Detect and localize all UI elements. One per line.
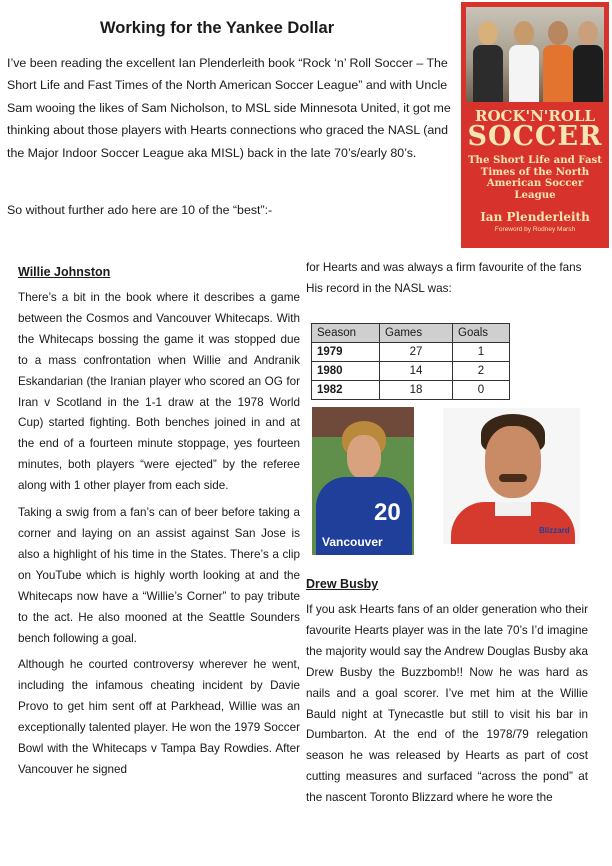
games-cell: 27 — [380, 343, 453, 362]
shirt-number: 20 — [374, 499, 401, 526]
column-header-games: Games — [380, 324, 453, 343]
article-title: Working for the Yankee Dollar — [100, 19, 335, 37]
season-cell: 1982 — [312, 381, 380, 400]
cover-subtitle: The Short Life and Fast Times of the North American Soccer League — [467, 154, 603, 201]
willie-paragraph-2: Taking a swig from a fan’s can of beer before taking a corner and laying on an assist against San Jose is also a highlight of his time in the States. There’s a clip on YouTube which is highly worth looking at and the Whitecaps now have a “Willie’s Corner” to pay tribute to the act. He also mooned at the Seattle Sounders bench following a goal. — [18, 506, 300, 645]
willie-johnston-photo — [312, 407, 414, 555]
goals-cell: 1 — [453, 343, 510, 362]
section-heading-drew-busby: Drew Busby — [306, 577, 379, 591]
willie-paragraph-3: Although he courted controversy wherever he went, including the infamous cheating incident by Davie Provo to get him sent off at Parkhead, Willie was an exceptionally talented player. He won the 1979 Soccer Bowl with the Whitecaps v Tampa Bay Rowdies. After Vancouver he signed — [18, 658, 300, 776]
intro-paragraph: I’ve been reading the excellent Ian Plenderleith book “Rock ‘n’ Roll Soccer – The Short Life and Fast Times of the North American Soccer League” and with Uncle Sam wooing the likes of Sam Nicholson, to MSL side Minnesota United, it got me thinking about those players with Hearts connections who graced the NASL (and the Major Indoor Soccer League aka MISL) back in the late 70’s/early 80’s. — [7, 56, 451, 160]
book-cover-image — [461, 2, 609, 248]
nasl-record-table — [311, 323, 510, 400]
willie-paragraph-1: There’s a bit in the book where it describes a game between the Cosmos and Vancouver Whitecaps. With the Whitecaps bossing the game it was stopped due to a mass confrontation when Willie and Andranik Eskandarian (the Iranian player who scored an OG for Iran v Scotland in the 1-1 draw at the 1978 World Cup) started fighting. Both benches joined in and at the end of a fourteen minute stoppage, yes fourteen minutes, both players “were ejected” by the referee along with 1 other player from each side. — [18, 291, 300, 493]
cover-players-photo — [466, 7, 604, 102]
shirt-sponsor-text: Vancouver — [322, 535, 383, 549]
right-column-bottom — [306, 574, 588, 815]
goals-cell: 0 — [453, 381, 510, 400]
table-row — [312, 381, 510, 400]
table-row — [312, 362, 510, 381]
cover-title-line-2: SOCCER — [467, 121, 603, 152]
cover-author: Ian Plenderleith — [480, 210, 590, 224]
games-cell: 18 — [380, 381, 453, 400]
cover-foreword: Foreword by Rodney Marsh — [494, 226, 576, 233]
column-header-goals: Goals — [453, 324, 510, 343]
cover-title-line-1: ROCK'N'ROLL — [474, 107, 596, 125]
table-row — [312, 343, 510, 362]
season-cell: 1980 — [312, 362, 380, 381]
section-heading-willie-johnston: Willie Johnston — [18, 265, 111, 279]
games-cell: 14 — [380, 362, 453, 381]
willie-record-intro: His record in the NASL was: — [306, 281, 452, 295]
left-column — [18, 262, 300, 787]
intro-lead-in: So without further ado here are 10 of the “best”:- — [7, 203, 273, 217]
right-column-top — [306, 258, 588, 300]
drew-busby-photo — [443, 408, 580, 544]
shirt-sponsor-text: Blizzard — [539, 526, 570, 535]
table-header-row — [312, 324, 510, 343]
drew-paragraph-1: If you ask Hearts fans of an older generation who their favourite Hearts player was in the late 70’s I’d imagine the majority would say the Andrew Douglas Busby aka Drew Busby the Buzzbomb!! Now he was hard as nails and a goal scorer. I’ve met him at the Willie Bauld night at Tynecastle but still to visit his bar in Dumbarton. At the end of the 1978/79 relegation season he was released by Hearts as part of cost cutting measures and surfaced “across the pond” at the nascent Toronto Blizzard where he wore the — [306, 603, 588, 805]
goals-cell: 2 — [453, 362, 510, 381]
season-cell: 1979 — [312, 343, 380, 362]
willie-paragraph-4: for Hearts and was always a firm favourite of the fans — [306, 261, 582, 274]
column-header-season: Season — [312, 324, 380, 343]
